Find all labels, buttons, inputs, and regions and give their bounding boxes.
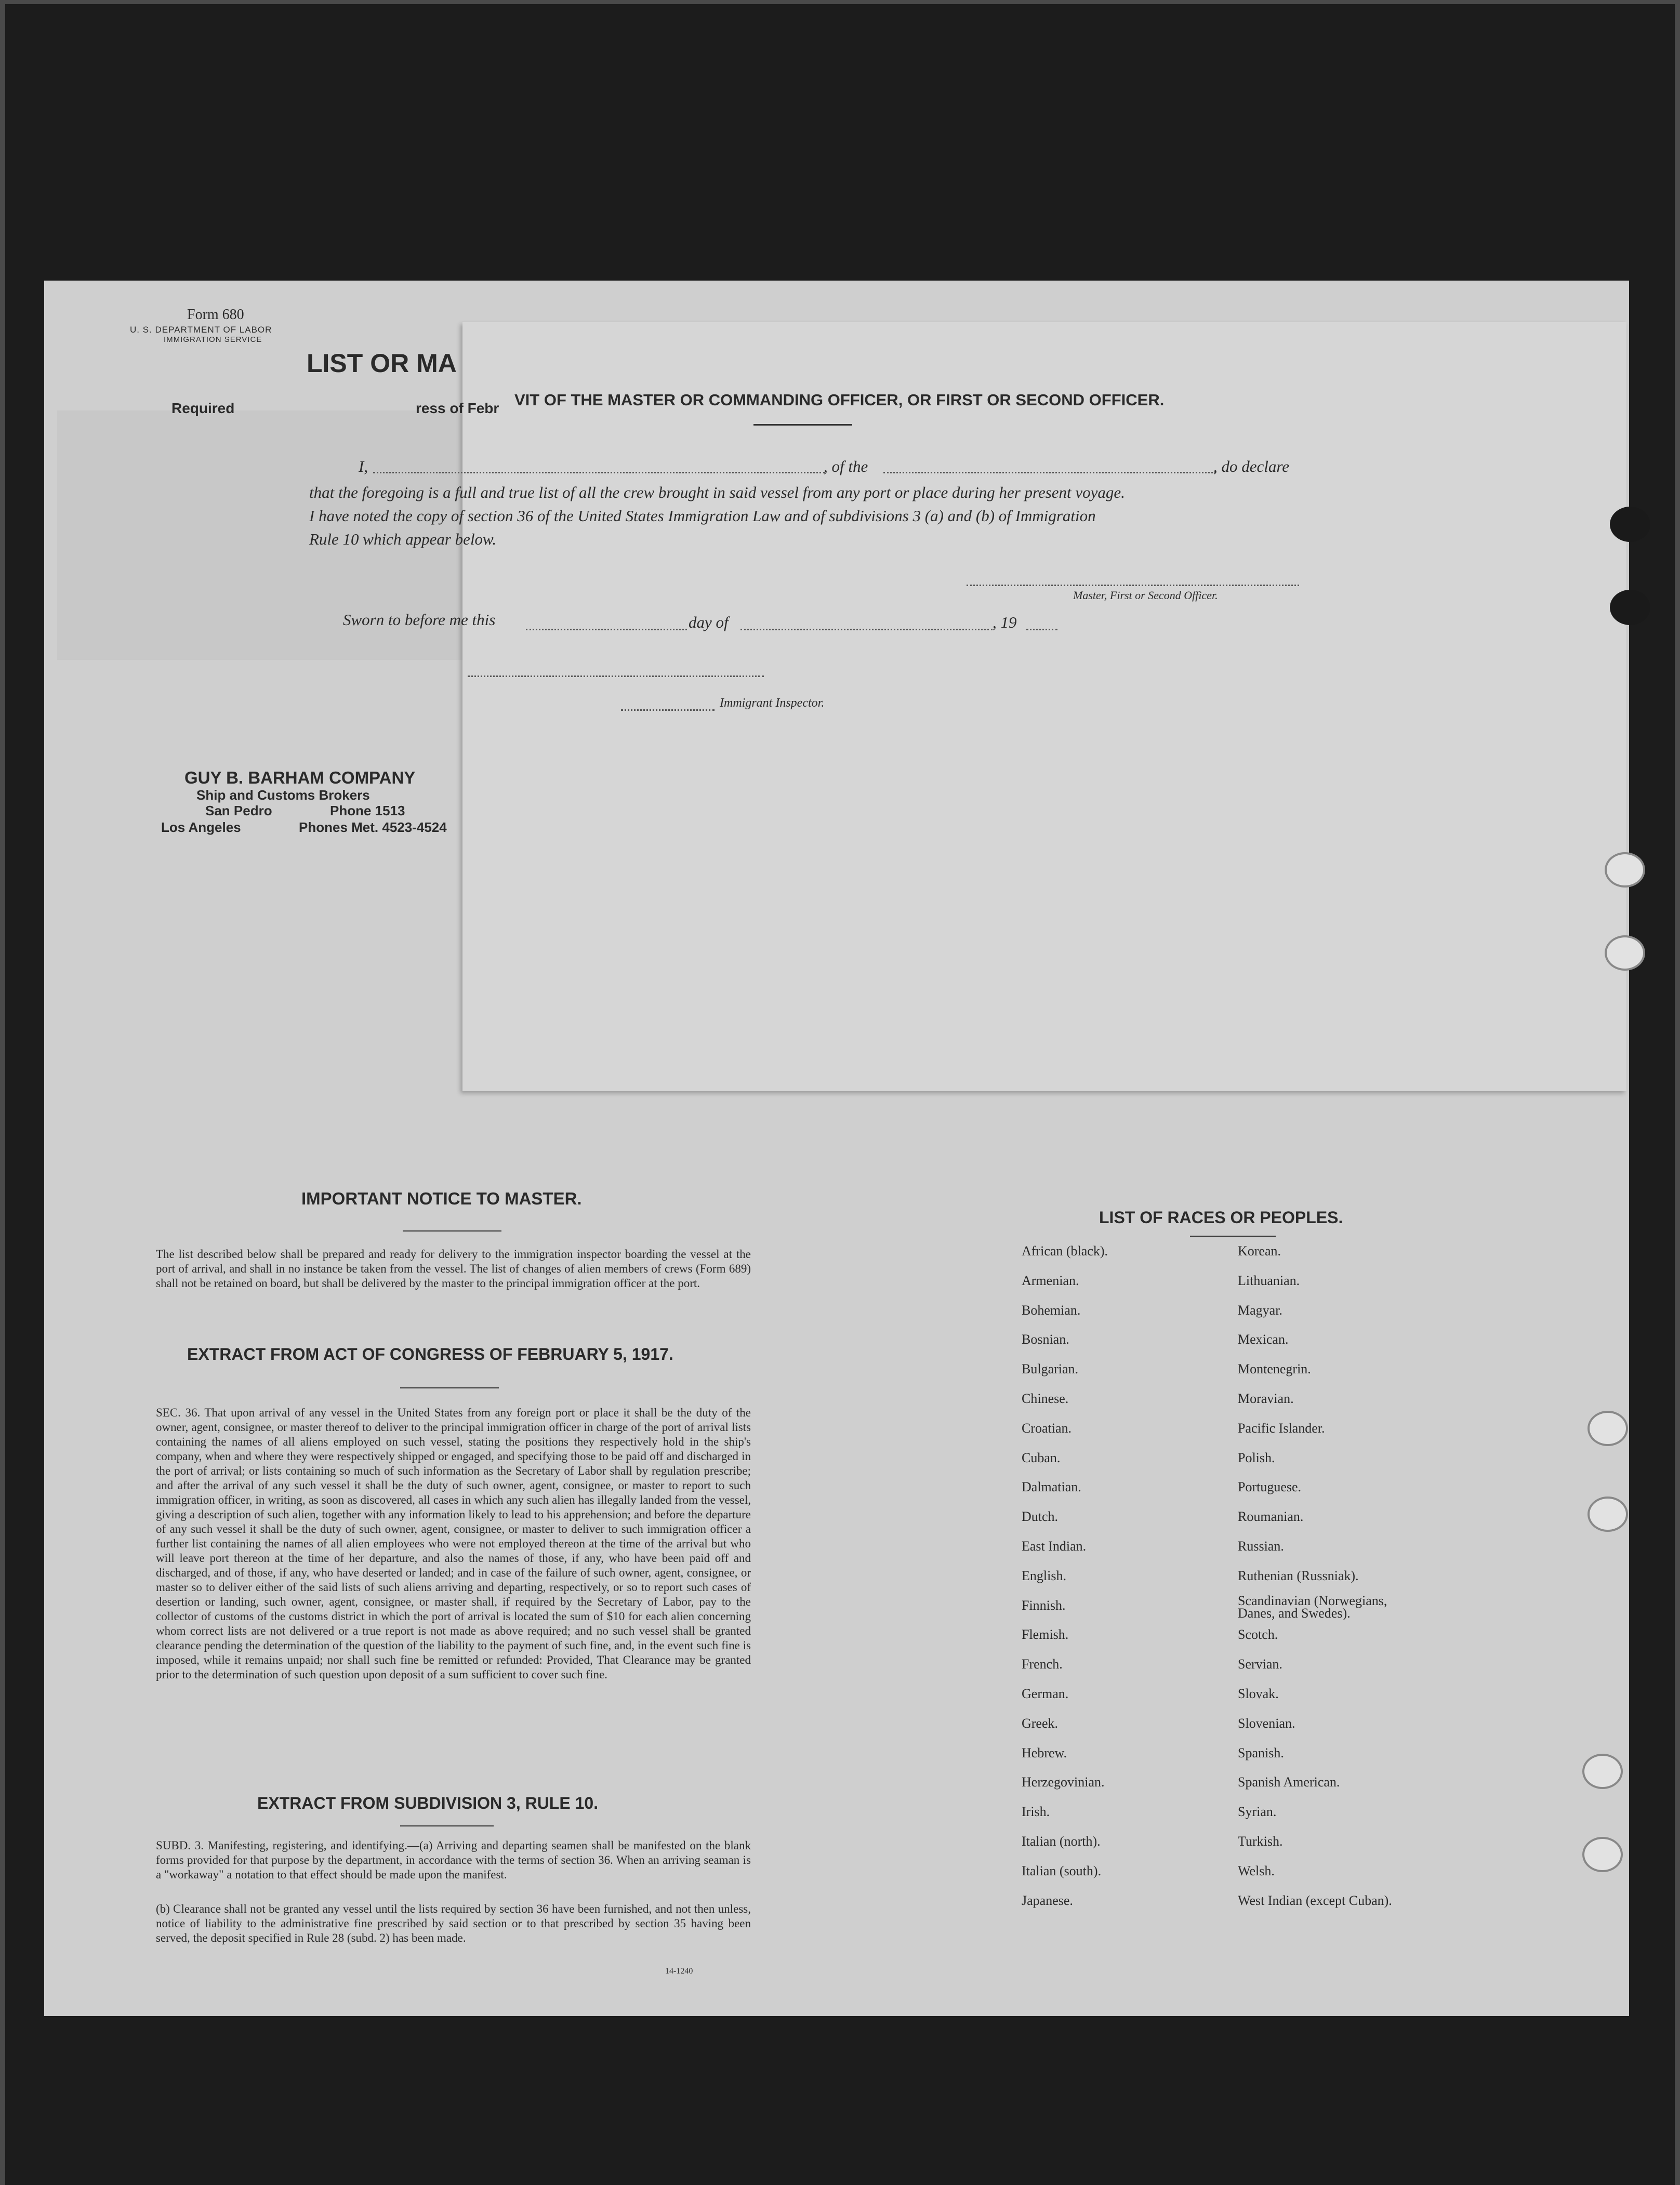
race-item: Armenian.: [1022, 1273, 1079, 1288]
service-label: IMMIGRATION SERVICE: [164, 335, 262, 344]
race-item: Slovenian.: [1238, 1715, 1295, 1731]
race-item: Herzegovinian.: [1022, 1775, 1105, 1790]
sworn-label: Sworn to before me this: [343, 611, 496, 629]
race-item: Italian (south).: [1022, 1863, 1102, 1878]
race-item: Syrian.: [1238, 1804, 1277, 1820]
race-item: Dalmatian.: [1022, 1479, 1081, 1495]
race-item: German.: [1022, 1686, 1069, 1701]
form-number: Form 680: [187, 307, 244, 323]
race-item: Japanese.: [1022, 1892, 1073, 1908]
race-item: Mexican.: [1238, 1332, 1289, 1347]
race-item: Hebrew.: [1022, 1745, 1067, 1760]
race-item: Bohemian.: [1022, 1302, 1081, 1318]
race-item: Russian.: [1238, 1539, 1284, 1554]
frame-border-right: [1675, 0, 1680, 2185]
affidavit-do-declare: , do declare: [1213, 457, 1290, 475]
stamp-phone-1: Phone 1513: [330, 803, 405, 818]
race-item: Polish.: [1238, 1450, 1275, 1465]
affidavit-line-3: I have noted the copy of section 36 of the United States Immigration Law and of subdivisions 3 (a) and (b) of Immigration: [309, 507, 1096, 525]
inspector-title-line: [621, 709, 715, 711]
affidavit-sheet: [462, 322, 1626, 1091]
heading-rule: [753, 424, 852, 426]
race-item: West Indian (except Cuban).: [1238, 1892, 1392, 1908]
race-item: East Indian.: [1022, 1539, 1087, 1554]
races-heading: LIST OF RACES OR PEOPLES.: [1099, 1208, 1343, 1227]
stamp-company: GUY B. BARHAM COMPANY: [184, 768, 416, 787]
race-item: Pacific Islander.: [1238, 1420, 1325, 1436]
race-item: Roumanian.: [1238, 1509, 1304, 1525]
punch-hole: [1610, 507, 1650, 542]
race-item: Slovak.: [1238, 1686, 1279, 1701]
race-item: Montenegrin.: [1238, 1361, 1311, 1377]
punch-hole: [1605, 935, 1645, 971]
act-rule: [400, 1387, 499, 1388]
race-item: Korean.: [1238, 1243, 1281, 1259]
race-item: Spanish American.: [1238, 1775, 1340, 1790]
race-item: English.: [1022, 1568, 1066, 1583]
rule-para-a: SUBD. 3. Manifesting, registering, and identifying.—(a) Arriving and departing seamen shall be manifested on the blank forms provided for that purpose by the department, in accordance with the terms of section 36. When an arriving seaman is a "workaway" a notation to that effect should be made upon the manifest.: [156, 1839, 751, 1881]
stamp-line-1: Ship and Customs Brokers: [196, 787, 370, 803]
stamp-city-1: San Pedro: [205, 803, 272, 818]
inspector-signature-line: [468, 676, 764, 677]
affidavit-line-4: Rule 10 which appear below.: [309, 530, 497, 548]
race-item: Greek.: [1022, 1715, 1059, 1731]
required-fragment-a: Required: [171, 400, 235, 416]
sworn-month-blank: [740, 629, 993, 630]
affidavit-heading: VIT OF THE MASTER OR COMMANDING OFFICER, OR FIRST OR SECOND OFFICER.: [514, 391, 1165, 409]
form-title-fragment: LIST OR MA: [307, 349, 457, 378]
department-label: U. S. DEPARTMENT OF LABOR: [130, 325, 272, 335]
print-code: 14-1240: [665, 1967, 693, 1976]
notice-body: The list described below shall be prepared and ready for delivery to the immigration inspector boarding the vessel at the port of arrival, and shall in no instance be taken from the vessel. The list of changes of alien members of crews (Form 689) shall not be retained on board, but shall be delivered by the master to the principal immigration officer at the port.: [156, 1248, 751, 1290]
race-item: Irish.: [1022, 1804, 1050, 1820]
race-item: French.: [1022, 1657, 1063, 1672]
inspector-label: Immigrant Inspector.: [720, 696, 825, 710]
year-blank: [1026, 629, 1057, 630]
frame-border-top: [0, 0, 1680, 4]
affidavit-of-the: , of the: [824, 457, 868, 475]
race-item: Flemish.: [1022, 1627, 1069, 1643]
race-item: Lithuanian.: [1238, 1273, 1300, 1288]
race-item: Finnish.: [1022, 1597, 1066, 1613]
punch-hole: [1582, 1754, 1623, 1789]
sworn-day-blank: [526, 629, 687, 630]
race-item: Bosnian.: [1022, 1332, 1069, 1347]
race-item: Italian (north).: [1022, 1834, 1101, 1849]
punch-hole: [1610, 590, 1650, 625]
notice-rule: [403, 1230, 501, 1231]
race-item: Chinese.: [1022, 1391, 1069, 1406]
master-label: Master, First or Second Officer.: [1073, 589, 1218, 602]
name-blank: [373, 472, 825, 473]
day-of-label: day of: [689, 613, 729, 631]
punch-hole: [1582, 1837, 1623, 1872]
stamp-phone-2: Phones Met. 4523-4524: [299, 819, 447, 835]
year-label: , 19: [993, 613, 1017, 631]
race-item: Cuban.: [1022, 1450, 1061, 1465]
punch-hole: [1588, 1497, 1628, 1532]
notice-heading: IMPORTANT NOTICE TO MASTER.: [301, 1189, 582, 1208]
race-item: Dutch.: [1022, 1509, 1059, 1525]
act-body: SEC. 36. That upon arrival of any vessel in the United States from any foreign port or place it shall be the duty of the owner, agent, consignee, or master thereof to deliver to the principal immigration officer in charge of the port of arrival lists containing the names of all aliens employed on such vessel, stating the positions they respectively hold in the ship's company, when and where they were respectively shipped or engaged, and specifying those to be paid off and discharged in the port of arrival; or lists containing so much of such information as the Secretary of Labor shall by regulation prescribe; and after the arrival of any such vessel it shall be the duty of such owner, agent, consignee, or master to report to such immigration officer, in writing, as soon as discovered, all cases in which any such alien has illegally landed from the vessel, giving a description of such alien, together with any information likely to lead to his apprehension; and before the departure of any such vessel it shall be the duty of such owner, agent, consignee, or master to deliver to such immigration officer a further list containing the names of all alien employees who were not employed thereon at the time of the arrival but who will leave port thereon at the time of her departure, and also the names of those, if any, who have been paid off and discharged, and of those, if any, who have deserted or landed; and in case of the failure of such owner, agent, consignee, or master so to deliver either of the said lists of such aliens arriving and departing, respectively, or so to report such cases of desertion or landing, such owner, agent, consignee, or master shall, if required by the Secretary of Labor, pay to the collector of customs of the customs district in which the port of arrival is located the sum of $10 for each alien concerning whom correct lists are not delivered or a true report is not made as above required; and no such vessel shall be granted clearance pending the determination of the question of the liability to the payment of such fine, and, in the event such fine is imposed, while it remains unpaid; nor shall such fine be remitted or refunded: Provided, That Clearance may be granted prior to the determination of such question upon deposit of a sum sufficient to cover such fine.: [156, 1406, 751, 1681]
races-rule: [1190, 1236, 1276, 1237]
affidavit-line-2: that the foregoing is a full and true list of all the crew brought in said vessel from any port or place during her present voyage.: [309, 483, 1125, 501]
rule-rule: [400, 1825, 494, 1826]
affidavit-i: I,: [359, 457, 368, 475]
required-fragment-b: ress of Febr: [416, 400, 499, 416]
race-item: Bulgarian.: [1022, 1361, 1079, 1377]
race-item: Turkish.: [1238, 1834, 1283, 1849]
rule-para-b: (b) Clearance shall not be granted any vessel until the lists required by section 36 have been furnished, and not then unless, notice of liability to the administrative fine prescribed by said section or to that prescribed by section 35 having been served, the deposit specified in Rule 28 (subd. 2) has been made.: [156, 1902, 751, 1944]
act-heading: EXTRACT FROM ACT OF CONGRESS OF FEBRUARY 5, 1917.: [187, 1345, 673, 1363]
race-item: Moravian.: [1238, 1391, 1294, 1406]
race-item: Scandinavian (Norwegians, Danes, and Swedes).: [1238, 1593, 1387, 1621]
race-item: Portuguese.: [1238, 1479, 1302, 1495]
stamp-city-2: Los Angeles: [161, 819, 241, 835]
punch-hole: [1605, 852, 1645, 888]
race-item: African (black).: [1022, 1243, 1108, 1259]
race-item: Scotch.: [1238, 1627, 1278, 1643]
frame-border-left: [0, 0, 5, 2185]
punch-hole: [1588, 1411, 1628, 1446]
master-signature-line: [967, 585, 1299, 586]
rule-heading: EXTRACT FROM SUBDIVISION 3, RULE 10.: [257, 1794, 599, 1812]
vessel-blank: [883, 472, 1216, 473]
race-item: Welsh.: [1238, 1863, 1275, 1878]
race-item: Magyar.: [1238, 1302, 1282, 1318]
race-item: Ruthenian (Russniak).: [1238, 1568, 1359, 1583]
race-item: Servian.: [1238, 1657, 1282, 1672]
race-item: Croatian.: [1022, 1420, 1072, 1436]
race-item: Spanish.: [1238, 1745, 1284, 1760]
